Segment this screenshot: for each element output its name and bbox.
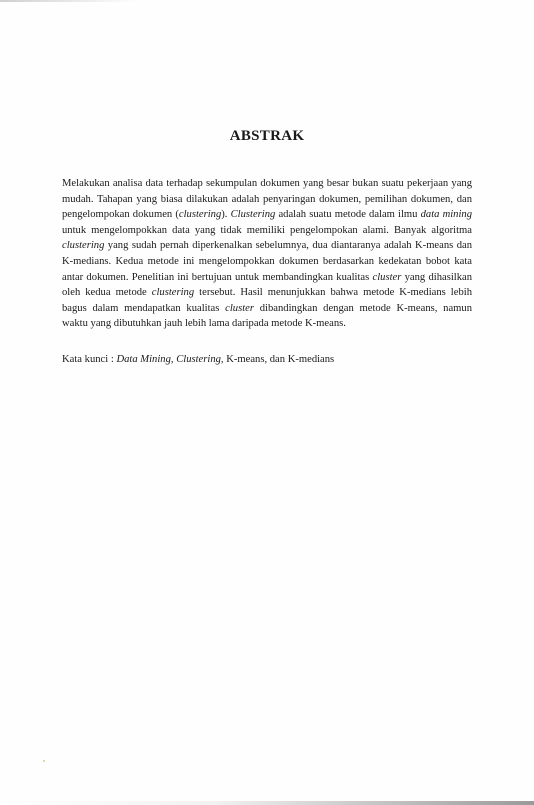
abstract-text: yang dihasilkan oleh kedua metode <box>62 271 472 299</box>
scan-edge-bottom <box>0 801 534 805</box>
abstract-italic-term: clustering <box>62 240 105 252</box>
abstract-italic-term: clustering <box>151 287 195 299</box>
keywords-line <box>62 352 472 368</box>
abstract-text: adalah suatu metode dalam ilmu <box>275 209 421 221</box>
abstract-text: dibandingkan dengan metode K-means, namun waktu yang dibutuhkan jauh lebih lama daripada metode K-means. <box>62 302 472 330</box>
keyword-text: Kata kunci : <box>62 354 117 365</box>
abstract-text: yang sudah pernah diperkenalkan sebelumnya, dua diantaranya adalah K-means dan K-medians. Kedua metode ini mengelompokkan dokumen berdasarkan kedekatan bobot kata antar dokumen. Penelitian ini bertujuan untuk membandingkan kualitas <box>62 240 472 283</box>
abstract-paragraph <box>62 176 472 332</box>
abstract-text: ). <box>221 209 231 221</box>
scan-speck <box>43 760 45 762</box>
abstract-italic-term: clustering <box>178 209 222 221</box>
abstract-text: Melakukan analisa data terhadap sekumpulan dokumen yang besar bukan suatu pekerjaan yang mudah. Tahapan yang biasa dilakukan adalah penyaringan dokumen, pemilihan dokumen, dan pengelompokan dokumen ( <box>62 178 472 221</box>
scan-edge-top <box>0 0 140 2</box>
abstract-italic-term: data mining <box>420 209 473 221</box>
abstract-text: tersebut. Hasil menunjukkan bahwa metode K-medians lebih bagus dalam mendapatkan kualitas <box>62 287 472 314</box>
keyword-text: , <box>170 354 177 365</box>
keyword-italic-term: Clustering <box>176 354 221 365</box>
abstract-text: untuk mengelompokkan data yang tidak memiliki pengelompokan alami. Banyak algoritma <box>62 224 472 236</box>
abstract-italic-term: Clustering <box>230 209 276 221</box>
keyword-italic-term: Data Mining <box>116 354 171 365</box>
keyword-text: , K-means, dan K-medians <box>220 354 335 365</box>
page-title: ABSTRAK <box>229 128 305 144</box>
abstract-italic-term: cluster <box>372 271 402 283</box>
abstract-italic-term: cluster <box>225 302 254 314</box>
